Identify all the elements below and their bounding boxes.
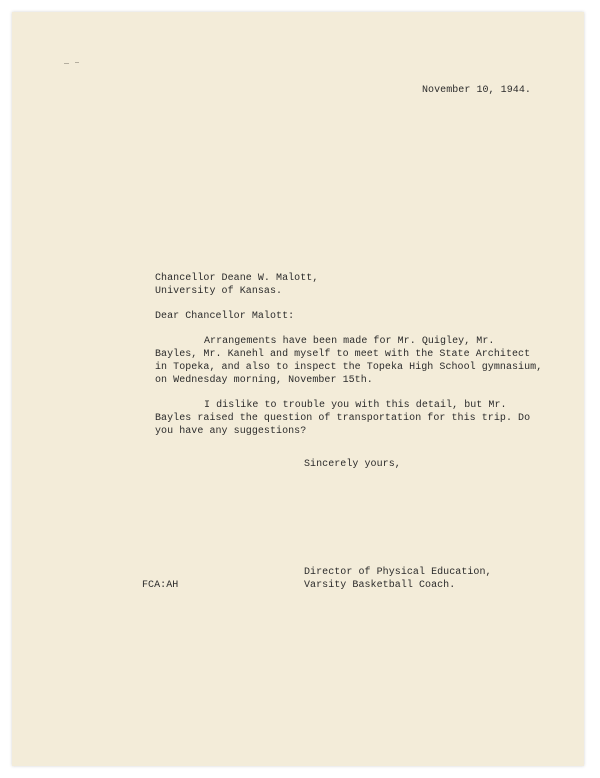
closing: Sincerely yours, bbox=[304, 459, 401, 470]
paragraph2-line: I dislike to trouble you with this detail, but Mr. bbox=[204, 400, 507, 411]
paragraph1-line: Arrangements have been made for Mr. Quigley, Mr. bbox=[204, 336, 495, 347]
recipient-name: Chancellor Deane W. Malott, bbox=[155, 273, 319, 284]
paper-speck bbox=[64, 63, 69, 64]
paragraph1-line: Bayles, Mr. Kanehl and myself to meet with the State Architect bbox=[155, 349, 531, 360]
paper-speck bbox=[75, 62, 79, 63]
letter-date: November 10, 1944. bbox=[422, 85, 531, 96]
paragraph1-line: in Topeka, and also to inspect the Topeka High School gymnasium, bbox=[155, 362, 543, 373]
reference-initials: FCA:AH bbox=[142, 580, 179, 591]
letter-page bbox=[12, 12, 584, 766]
paragraph2-line: you have any suggestions? bbox=[155, 426, 307, 437]
recipient-institution: University of Kansas. bbox=[155, 286, 283, 297]
salutation: Dear Chancellor Malott: bbox=[155, 311, 295, 322]
signature-title-line1: Director of Physical Education, bbox=[304, 567, 492, 578]
paragraph1-line: on Wednesday morning, November 15th. bbox=[155, 375, 373, 386]
paragraph2-line: Bayles raised the question of transportation for this trip. Do bbox=[155, 413, 531, 424]
signature-title-line2: Varsity Basketball Coach. bbox=[304, 580, 456, 591]
